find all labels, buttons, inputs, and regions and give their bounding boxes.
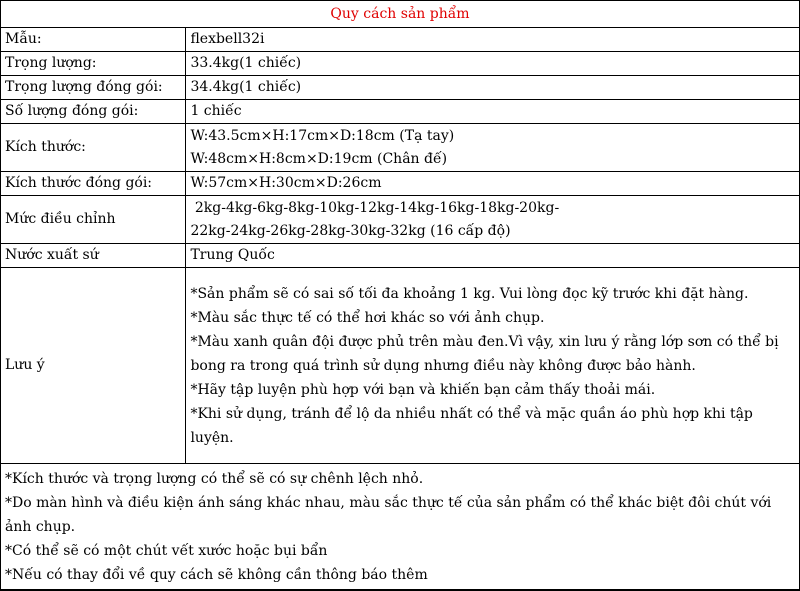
spec-row-notes — [1, 268, 799, 464]
footer-note: *Nếu có thay đổi về quy cách sẽ không cần thông báo thêm — [5, 566, 428, 583]
spec-label: Mẫu: — [1, 28, 186, 52]
spec-label: Kích thước: — [1, 124, 186, 172]
note-line: *Màu sắc thực tế có thể hơi khác so với ảnh chụp. — [190, 309, 545, 326]
spec-value: 33.4kg(1 chiếc) — [186, 52, 799, 76]
spec-value: W:57cm×H:30cm×D:26cm — [186, 172, 799, 196]
spec-label: Nước xuất sứ — [1, 244, 186, 268]
note-line: *Khi sử dụng, tránh để lộ da nhiều nhất có thể và mặc quần áo phù hợp khi tập luyện. — [190, 405, 753, 446]
size-line: W:48cm×H:8cm×D:19cm (Chân đế) — [190, 150, 448, 167]
footer-notes — [1, 464, 799, 590]
spec-label: Trọng lượng đóng gói: — [1, 76, 186, 100]
spec-row-weight — [1, 52, 799, 76]
footer-row — [1, 464, 799, 590]
spec-label: Trọng lượng: — [1, 52, 186, 76]
spec-value: 34.4kg(1 chiếc) — [186, 76, 799, 100]
spec-row-model — [1, 28, 799, 52]
spec-table — [1, 28, 799, 590]
spec-row-pack-weight — [1, 76, 799, 100]
spec-row-pack-qty — [1, 100, 799, 124]
spec-label: Lưu ý — [1, 268, 186, 464]
note-line: *Hãy tập luyện phù hợp với bạn và khiến bạn cảm thấy thoải mái. — [190, 381, 656, 398]
levels-line: 22kg-24kg-26kg-28kg-30kg-32kg (16 cấp độ) — [190, 222, 511, 239]
spec-label: Số lượng đóng gói: — [1, 100, 186, 124]
spec-value: flexbell32i — [186, 28, 799, 52]
spec-row-size — [1, 124, 799, 172]
spec-value — [186, 124, 799, 172]
note-line: *Sản phẩm sẽ có sai số tối đa khoảng 1 kg. Vui lòng đọc kỹ trước khi đặt hàng. — [190, 285, 749, 302]
spec-value: Trung Quốc — [186, 244, 799, 268]
size-line: W:43.5cm×H:17cm×D:18cm (Tạ tay) — [190, 127, 455, 144]
spec-label: Mức điều chỉnh — [1, 196, 186, 244]
spec-row-origin — [1, 244, 799, 268]
footer-note: *Có thể sẽ có một chút vết xước hoặc bụi bẩn — [5, 542, 328, 559]
spec-value — [186, 268, 799, 464]
spec-label: Kích thước đóng gói: — [1, 172, 186, 196]
spec-value — [186, 196, 799, 244]
footer-note: *Kích thước và trọng lượng có thể sẽ có sự chênh lệch nhỏ. — [5, 470, 424, 487]
note-line: *Màu xanh quân đội được phủ trên màu đen.Vì vậy, xin lưu ý rằng lớp sơn có thể bị bong ra trong quá trình sử dụng nhưng điều này không được bảo hành. — [190, 333, 779, 374]
sheet-title: Quy cách sản phẩm — [1, 1, 799, 28]
spec-value: 1 chiếc — [186, 100, 799, 124]
spec-row-levels — [1, 196, 799, 244]
footer-note: *Do màn hình và điều kiện ánh sáng khác nhau, màu sắc thực tế của sản phẩm có thể khác biệt đôi chút với ảnh chụp. — [5, 494, 772, 535]
spec-row-pack-size — [1, 172, 799, 196]
levels-line: 2kg-4kg-6kg-8kg-10kg-12kg-14kg-16kg-18kg-20kg- — [190, 199, 560, 216]
